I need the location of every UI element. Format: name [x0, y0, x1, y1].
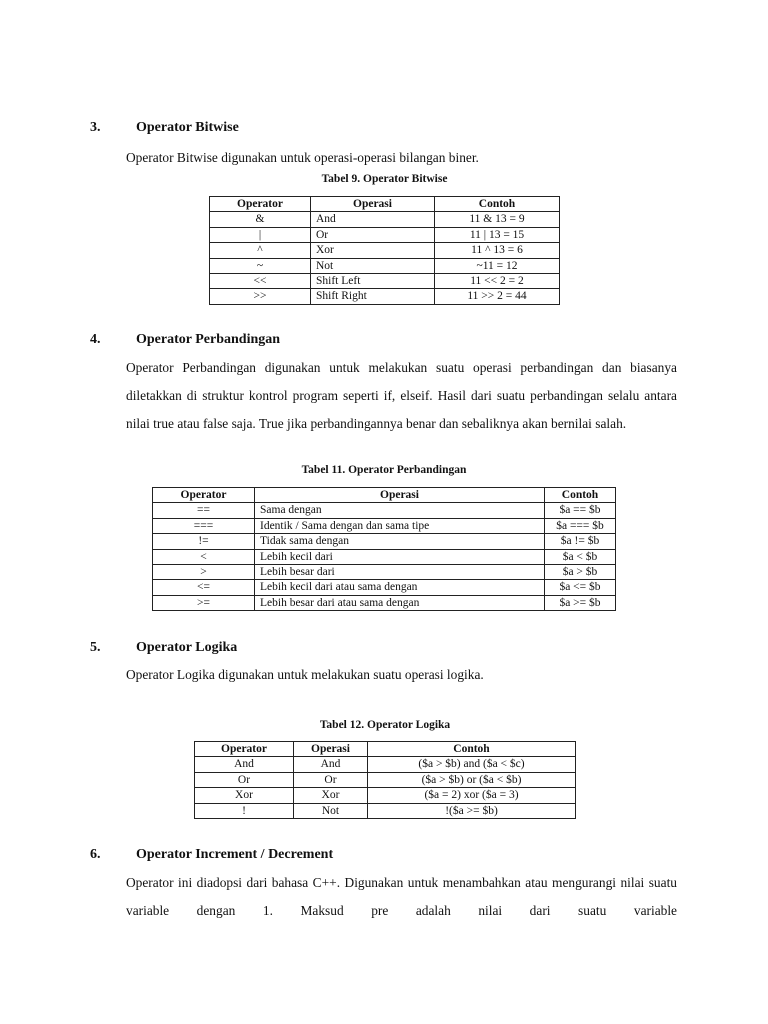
- table-row: [210, 258, 560, 273]
- table-cell: 11 | 13 = 15: [435, 227, 560, 242]
- section-paragraph: Operator ini diadopsi dari bahasa C++. Digunakan untuk menambahkan atau mengurangi nilai suatu variable dengan 1. Maksud pre adalah nilai dari suatu variable: [126, 875, 677, 918]
- table-cell: 11 >> 2 = 44: [435, 289, 560, 304]
- table-row: [153, 565, 616, 580]
- table-cell: Xor: [294, 788, 368, 803]
- table-header: Contoh: [545, 488, 616, 503]
- table-cell: ===: [153, 518, 255, 533]
- table-cell: ($a = 2) xor ($a = 3): [368, 788, 576, 803]
- table-cell: Xor: [195, 788, 294, 803]
- table-cell: Or: [311, 227, 435, 242]
- table-cell: $a <= $b: [545, 580, 616, 595]
- table-cell: ~11 = 12: [435, 258, 560, 273]
- table-caption: Tabel 11. Operator Perbandingan: [301, 464, 467, 476]
- table-cell: $a === $b: [545, 518, 616, 533]
- table-cell: !=: [153, 534, 255, 549]
- table-cell: $a > $b: [545, 565, 616, 580]
- bitwise-table: [209, 196, 560, 305]
- table-row: [210, 274, 560, 289]
- table-header: Operasi: [255, 488, 545, 503]
- table-header-row: [153, 488, 616, 503]
- table-cell: Not: [294, 803, 368, 818]
- table-row: [153, 534, 616, 549]
- table-header: Contoh: [368, 742, 576, 757]
- table-cell: Tidak sama dengan: [255, 534, 545, 549]
- table-row: [210, 212, 560, 227]
- table-cell: Lebih besar dari atau sama dengan: [255, 595, 545, 610]
- section-number: 5.: [90, 640, 101, 655]
- table-header: Operator: [195, 742, 294, 757]
- table-cell: ($a > $b) or ($a < $b): [368, 772, 576, 787]
- table-header: Operasi: [311, 197, 435, 212]
- table-row: [153, 549, 616, 564]
- table-row: [210, 289, 560, 304]
- table-row: [195, 803, 576, 818]
- table-cell: Not: [311, 258, 435, 273]
- comparison-table: [152, 487, 616, 611]
- table-cell: Shift Left: [311, 274, 435, 289]
- table-row: [210, 227, 560, 242]
- table-cell: Shift Right: [311, 289, 435, 304]
- table-cell: &: [210, 212, 311, 227]
- table-cell: Lebih kecil dari: [255, 549, 545, 564]
- table-cell: Lebih besar dari: [255, 565, 545, 580]
- section-paragraph: Operator Perbandingan digunakan untuk melakukan suatu operasi perbandingan dan biasanya diletakkan di struktur kontrol program seperti if, elseif. Hasil dari suatu perbandingan selalu antara nilai true atau false saja. True jika perbandingannya benar dan sebaliknya akan bernilai salah.: [126, 360, 677, 431]
- table-cell: ^: [210, 243, 311, 258]
- section-title: Operator Perbandingan: [136, 332, 281, 347]
- table-cell: Or: [294, 772, 368, 787]
- table-cell: >: [153, 565, 255, 580]
- table-row: [153, 595, 616, 610]
- section-number: 6.: [90, 847, 101, 862]
- table-cell: Or: [195, 772, 294, 787]
- table-header: Operasi: [294, 742, 368, 757]
- table-cell: $a == $b: [545, 503, 616, 518]
- table-cell: !($a >= $b): [368, 803, 576, 818]
- table-row: [210, 243, 560, 258]
- section-paragraph: Operator Logika digunakan untuk melakukan suatu operasi logika.: [126, 667, 484, 682]
- table-cell: ==: [153, 503, 255, 518]
- table-cell: ~: [210, 258, 311, 273]
- table-cell: And: [195, 757, 294, 772]
- table-header: Contoh: [435, 197, 560, 212]
- table-cell: And: [311, 212, 435, 227]
- table-row: [195, 772, 576, 787]
- table-cell: 11 << 2 = 2: [435, 274, 560, 289]
- table-cell: <=: [153, 580, 255, 595]
- table-caption: Tabel 9. Operator Bitwise: [321, 173, 448, 185]
- table-cell: !: [195, 803, 294, 818]
- table-row: [153, 503, 616, 518]
- table-caption: Tabel 12. Operator Logika: [319, 719, 451, 731]
- section-title: Operator Logika: [136, 640, 238, 655]
- table-cell: $a < $b: [545, 549, 616, 564]
- table-cell: $a != $b: [545, 534, 616, 549]
- table-row: [153, 580, 616, 595]
- table-header: Operator: [210, 197, 311, 212]
- table-cell: Sama dengan: [255, 503, 545, 518]
- table-header-row: [210, 197, 560, 212]
- table-cell: 11 ^ 13 = 6: [435, 243, 560, 258]
- table-cell: <: [153, 549, 255, 564]
- table-cell: |: [210, 227, 311, 242]
- table-cell: >=: [153, 595, 255, 610]
- table-cell: ($a > $b) and ($a < $c): [368, 757, 576, 772]
- table-cell: And: [294, 757, 368, 772]
- table-row: [195, 757, 576, 772]
- table-row: [195, 788, 576, 803]
- table-cell: Xor: [311, 243, 435, 258]
- table-cell: >>: [210, 289, 311, 304]
- table-cell: <<: [210, 274, 311, 289]
- table-cell: $a >= $b: [545, 595, 616, 610]
- table-cell: Identik / Sama dengan dan sama tipe: [255, 518, 545, 533]
- section-paragraph: Operator Bitwise digunakan untuk operasi-operasi bilangan biner.: [126, 150, 479, 165]
- section-title: Operator Increment / Decrement: [136, 847, 334, 862]
- section-number: 3.: [90, 120, 101, 135]
- table-cell: Lebih kecil dari atau sama dengan: [255, 580, 545, 595]
- section-title: Operator Bitwise: [136, 120, 239, 135]
- section-number: 4.: [90, 332, 101, 347]
- table-row: [153, 518, 616, 533]
- table-cell: 11 & 13 = 9: [435, 212, 560, 227]
- table-header-row: [195, 742, 576, 757]
- table-header: Operator: [153, 488, 255, 503]
- logic-table: [194, 741, 576, 819]
